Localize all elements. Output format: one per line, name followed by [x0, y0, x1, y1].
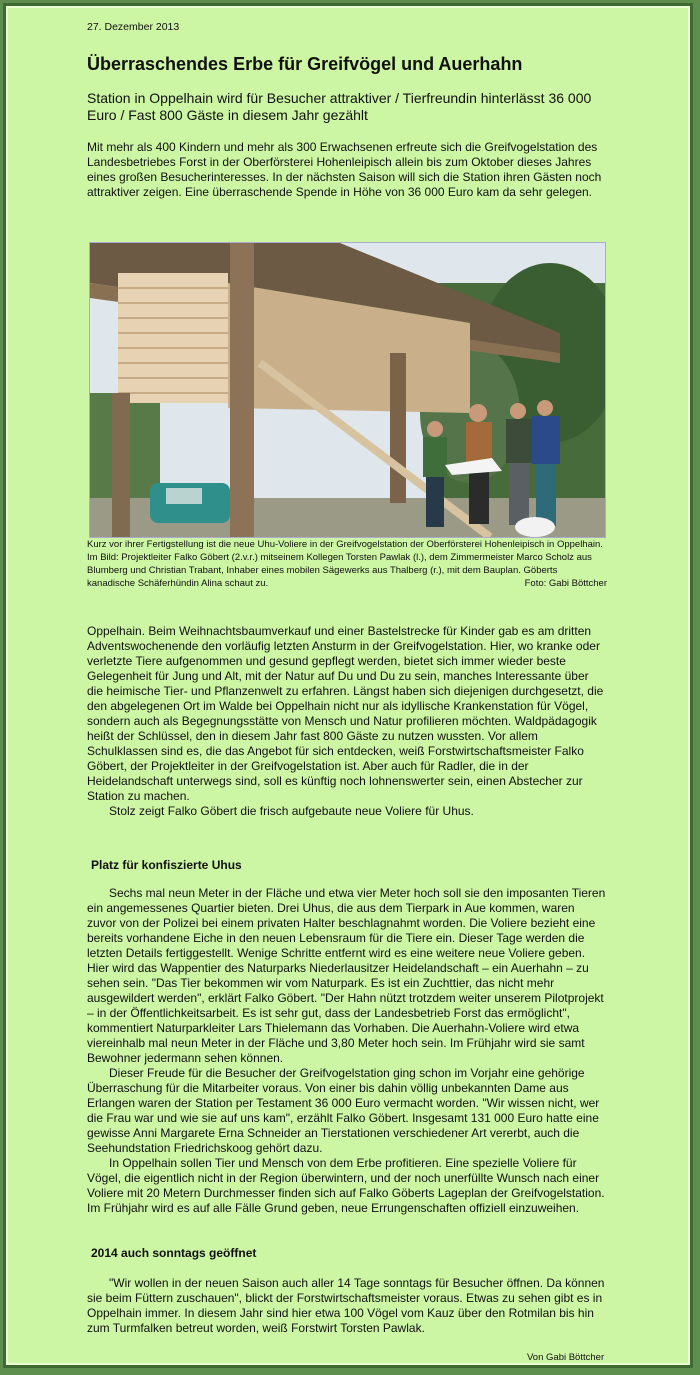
paragraph-1: Oppelhain. Beim Weihnachtsbaumverkauf und einer Bastelstrecke für Kinder gab es am dritten Adventswochenende den vorläufig letzten Ansturm in der Greifvogelstation. Hier, wo kranke oder verletzte Tiere aufgenommen und gesund gepflegt werden, bietet sich immer wieder beste Gelegenheit für Jung und Alt, mit der Natur auf Du und Du zu sein, manches Interessante über die heimische Tier- und Pflanzenwelt zu erfahren. Längst haben sich diejenigen durchgesetzt, die den abgelegenen Ort im Walde bei Oppelhain nicht nur als idyllische Krankenstation für Vögel, sondern auch als Begegnungsstätte von Mensch und Natur profilieren möchten. Waldpädagogik heißt der Schlüssel, den in diesem Jahr fast 800 Gäste zu nutzen wussten. Vor allem Schulklassen sind es, die das Angebot für sich entdecken, weiß Forstwirtschaftsmeister Falko Göbert, der Projektleiter in der Greifvogelstation ist. Aber auch für Radler, die in der Heidelandschaft unterwegs sind, soll es künftig noch lohnenswerter sein, einen Abstecher zur Station zu machen.: [87, 624, 604, 803]
caption-text: Kurz vor ihrer Fertigstellung ist die neue Uhu-Voliere in der Greifvogelstation der Oberförsterei Hohenleipisch in Oppelhain. Im Bild: Projektleiter Falko Göbert (2.v.r.) mitseinem Kollegen Torsten Pawlak (l.), dem Zimmermeister Marco Scholz aus Blumberg und Christian Trabant, Inhaber eines mobilen Sägewerks aus Thalberg (r.), mit dem Bauplan. Göberts kanadische Schäferhündin Alina schaut zu.: [87, 539, 603, 589]
subheading-2: 2014 auch sonntags geöffnet: [91, 1246, 257, 1260]
article-date: 27. Dezember 2013: [87, 21, 180, 33]
lead-paragraph: Mit mehr als 400 Kindern und mehr als 300 Erwachsenen erfreute sich die Greifvogelstation des Landesbetriebes Forst in der Oberförsterei Hohenleipisch allein bis zum Oktober dieses Jahres eines großen Besucherinteresses. In der nächsten Saison will sich die Station ihren Gästen noch attraktiver zeigen. Eine überraschende Spende in Höhe von 36 000 Euro kam da sehr gelegen.: [87, 140, 602, 199]
paragraph-5: In Oppelhain sollen Tier und Mensch von dem Erbe profitieren. Eine spezielle Voliere für Vögel, die eigentlich nicht in der Region überwintern, und der noch unerfüllte Wunsch nach einer Voliere mit 20 Metern Durchmesser finden sich auf Falko Göberts Lageplan der Greifvogelstation. Im Frühjahr wird es auf alle Fälle Grund geben, neue Errungenschaften offiziell einzuweihen.: [87, 1156, 605, 1215]
body-section-3: [87, 1276, 607, 1336]
photo-credit: Foto: Gabi Böttcher: [524, 578, 607, 589]
paragraph-2: Stolz zeigt Falko Göbert die frisch aufgebaute neue Voliere für Uhus.: [109, 804, 474, 818]
byline: Von Gabi Böttcher: [527, 1352, 605, 1363]
body-section-1: [87, 624, 607, 819]
article-photo: [89, 242, 606, 538]
article-page: [3, 3, 693, 1368]
paragraph-3: Sechs mal neun Meter in der Fläche und etwa vier Meter hoch soll sie den imposanten Tieren ein angemessenes Quartier bieten. Drei Uhus, die aus dem Tierpark in Aue kommen, waren zuvor von der Polizei bei einem privaten Halter beschlagnahmt worden. Die Voliere bezieht eine bereits vorhandene Eiche in den neuen Lebensraum für die Tiere ein. Dieser Tage werden die letzten Details fertiggestellt. Wenige Schritte entfernt wird es eine weitere neue Voliere geben. Hier wird das Wappentier des Naturparks Niederlausitzer Heidelandschaft – ein Auerhahn – zu sehen sein. "Das Tier bekommen wir vom Naturpark. Es ist ein Zuchttier, das nicht mehr ausgewildert werden", erklärt Falko Göbert. "Der Hahn nützt trotzdem weiter unserem Pilotprojekt – in der Öffentlichkeitsarbeit. Es ist sehr gut, dass der Landesbetrieb Forst das ermöglicht", kommentiert Naturparkleiter Lars Thielemann das Vorhaben. Die Auerhahn-Voliere wird etwa viereinhalb mal neun Meter in der Fläche und 3,80 Meter hoch sein. Im Frühjahr wird sie samt Bewohner jedermann sehen können.: [87, 886, 606, 1065]
subheadline: Station in Oppelhain wird für Besucher attraktiver / Tierfreundin hinterlässt 36 000 Euro / Fast 800 Gäste in diesem Jahr gezählt: [87, 90, 592, 123]
subheading-1: Platz für konfiszierte Uhus: [91, 858, 242, 872]
paragraph-6: "Wir wollen in der neuen Saison auch aller 14 Tage sonntags für Besucher öffnen. Da können sie beim Füttern zuschauen", blickt der Forstwirtschaftsmeister voraus. Etwas zu sehen gibt es in Oppelhain immer. In diesem Jahr sind hier etwa 100 Vögel vom Kauz über den Rotmilan bis hin zum Turmfalken betreut worden, weiß Forstwirt Torsten Pawlak.: [87, 1276, 605, 1335]
photo-caption: [87, 538, 607, 590]
paragraph-4: Dieser Freude für die Besucher der Greifvogelstation ging schon im Vorjahr eine gehörige Überraschung für die Mitarbeiter voraus. Von einer bis dahin völlig unbekannten Dame aus Erlangen waren der Station per Testament 36 000 Euro vermacht worden. "Wir wissen nicht, wer die Frau war und wie sie auf uns kam", erzählt Falko Göbert. Insgesamt 131 000 Euro hatte eine gewisse Anni Margarete Erna Schneider an Tierstationen verschiedener Art vererbt, auch die Seehundstation Friedrichskoog gehört dazu.: [87, 1066, 600, 1155]
body-section-2: [87, 886, 607, 1216]
headline: Überraschendes Erbe für Greifvögel und Auerhahn: [87, 54, 523, 74]
